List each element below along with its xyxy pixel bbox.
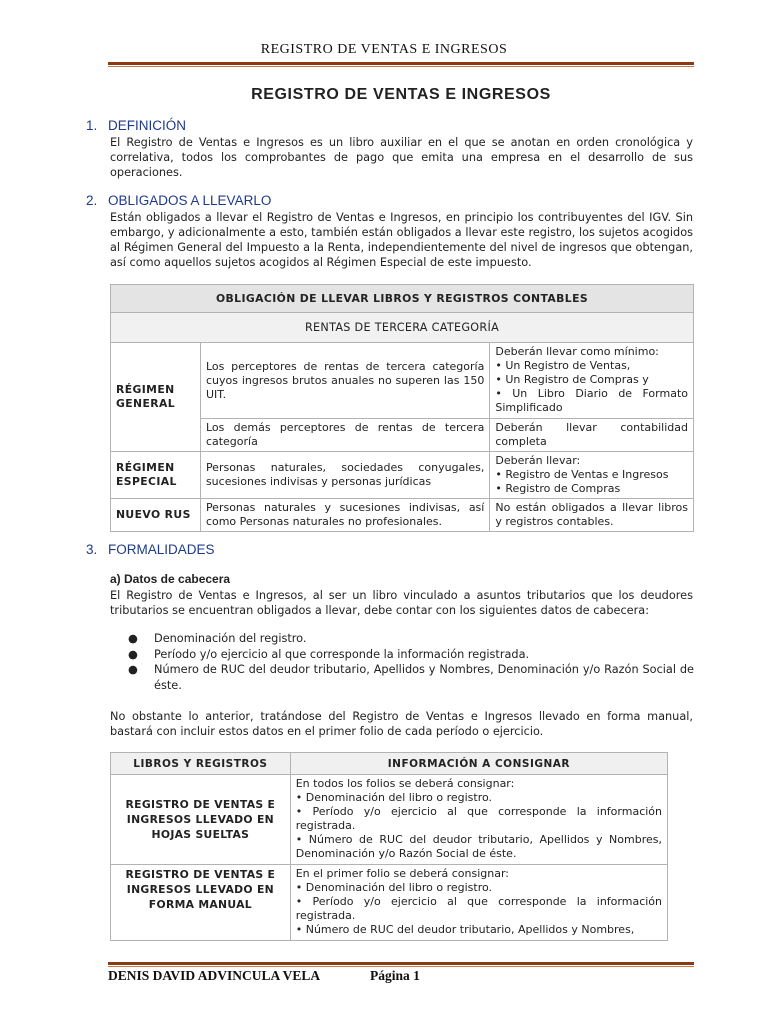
bullet-icon: ● (128, 663, 138, 676)
bullet-icon: ● (128, 632, 138, 645)
section-title: DEFINICIÓN (108, 118, 187, 133)
column-header: INFORMACIÓN A CONSIGNAR (290, 753, 667, 775)
page-header: REGISTRO DE VENTAS E INGRESOS (260, 42, 508, 57)
table-cell (290, 775, 667, 865)
list-item: • Un Registro de Compras y (495, 373, 649, 386)
table-cell: Los demás perceptores de rentas de tercera categoría (200, 419, 489, 452)
section-number: 3. (86, 542, 98, 557)
definicion-paragraph: El Registro de Ventas e Ingresos es un libro auxiliar en el que se anotan en orden cronológica y correlativa, todos los comprobantes de pago que emita una empresa en el desarrollo de sus operaciones. (110, 136, 693, 179)
list-item: • Denominación del libro o registro. (295, 881, 493, 894)
list-item: • Registro de Compras (495, 482, 621, 495)
section-title: OBLIGADOS A LLEVARLO (108, 193, 272, 208)
list-item: • Número de RUC del deudor tributario, Apellidos y Nombres, (295, 923, 635, 936)
document-title: REGISTRO DE VENTAS E INGRESOS (251, 86, 551, 103)
regimen-general-label: RÉGIMEN GENERAL (111, 343, 201, 452)
table-cell: No están obligados a llevar libros y registros contables. (490, 499, 694, 532)
requirement-intro: En el primer folio se deberá consignar: (295, 867, 509, 880)
cabecera-bullet-list (128, 631, 694, 693)
regimen-especial-label: RÉGIMEN ESPECIAL (111, 452, 201, 499)
table-header: OBLIGACIÓN DE LLEVAR LIBROS Y REGISTROS CONTABLES (111, 285, 694, 313)
table-cell (490, 343, 694, 419)
section-title: FORMALIDADES (108, 542, 215, 557)
formalidades-paragraph: El Registro de Ventas e Ingresos, al ser un libro vinculado a asuntos tributarios que los deudores tributarios se encuentran obligados a llevar, debe contar con los siguientes datos de cabecera: (110, 589, 693, 617)
list-item: • Registro de Ventas e Ingresos (495, 468, 669, 481)
table-cell: Personas naturales y sucesiones indivisas, así como Personas naturales no profesionales. (200, 499, 489, 532)
requirement-intro: Deberán llevar: (495, 454, 581, 467)
table-cell (490, 452, 694, 499)
table-cell: Deberán llevar contabilidad completa (490, 419, 694, 452)
list-item: ● Número de RUC del deudor tributario, Apellidos y Nombres, Denominación y/o Razón Social de éste. (128, 663, 694, 692)
list-item: • Un Registro de Ventas, (495, 359, 631, 372)
manual-paragraph: No obstante lo anterior, tratándose del Registro de Ventas e Ingresos llevado en forma manual, bastará con incluir estos datos en el primer folio de cada período o ejercicio. (110, 710, 693, 738)
list-item: • Período y/o ejercicio al que corresponde la información registrada. (295, 805, 662, 832)
list-item: ● Período y/o ejercicio al que corresponde la información registrada. (128, 647, 530, 661)
table-cell: Personas naturales, sociedades conyugales, sucesiones indivisas y personas jurídicas (200, 452, 489, 499)
row-label: REGISTRO DE VENTAS E INGRESOS LLEVADO EN FORMA MANUAL (111, 865, 291, 941)
section-number: 1. (86, 118, 98, 133)
page-number: Página 1 (370, 968, 420, 983)
section-obligados-heading (86, 193, 271, 208)
table-cell: Los perceptores de rentas de tercera categoría cuyos ingresos brutos anuales no superen las 150 UIT. (200, 343, 489, 419)
subsection-heading: a) Datos de cabecera (110, 572, 231, 586)
header-rule (108, 62, 694, 67)
footer-rule (108, 962, 694, 967)
requirement-intro: Deberán llevar como mínimo: (495, 345, 659, 358)
bullet-icon: ● (128, 647, 138, 661)
nuevo-rus-label: NUEVO RUS (111, 499, 201, 532)
obligados-paragraph: Están obligados a llevar el Registro de Ventas e Ingresos, en principio los contribuyentes del IGV. Sin embargo, y adicionalmente a esto, también están obligados a llevar este registro, los sujetos acogidos al Régimen General del Impuesto a la Renta, independientemente del nivel de ingresos que obtengan, así como aquellos sujetos acogidos al Régimen Especial de este impuesto. (110, 211, 693, 269)
footer-author: DENIS DAVID ADVINCULA VELA (108, 968, 321, 983)
table-cell (290, 865, 667, 941)
list-item: ● Denominación del registro. (128, 632, 307, 645)
section-number: 2. (86, 193, 98, 208)
requirement-intro: En todos los folios se deberá consignar: (295, 777, 515, 790)
page-footer (108, 968, 420, 984)
column-header: LIBROS Y REGISTROS (111, 753, 291, 775)
section-formalidades-heading (86, 542, 215, 557)
section-definicion-heading (86, 118, 186, 133)
list-item: • Número de RUC del deudor tributario, Apellidos y Nombres, Denominación y/o Razón Social de éste. (295, 833, 662, 860)
obligaciones-table (110, 284, 694, 532)
table-subheader: RENTAS DE TERCERA CATEGORÍA (111, 313, 694, 343)
informacion-table (110, 752, 668, 941)
list-item: • Período y/o ejercicio al que corresponde la información registrada. (295, 895, 662, 922)
list-item: • Un Libro Diario de Formato Simplificado (495, 387, 688, 414)
row-label: REGISTRO DE VENTAS E INGRESOS LLEVADO EN HOJAS SUELTAS (111, 775, 291, 865)
list-item: • Denominación del libro o registro. (295, 791, 493, 804)
